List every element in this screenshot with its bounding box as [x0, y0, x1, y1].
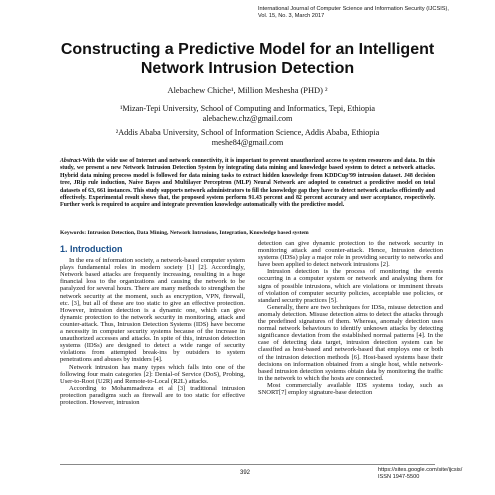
title-line-2: Network Intrusion Detection — [140, 60, 355, 77]
footer-divider — [60, 464, 435, 465]
paragraph: Intrusion detection is the process of monitoring the events occurring in a computer system or network and analysing them for signs of possible intrusions, which are violations or imminent threats of violation of computer security policies, acceptable use policies, or standard security practices [5]. — [258, 268, 443, 304]
paper-title — [0, 40, 495, 78]
abstract-text: With the wide use of Internet and network connectivity, it is important to prevent unauthorized access to system resources and data. In this study, we present a new Network Intrusion Detection System by integrating data mining and knowledge based system to detect a network attacks. Hybrid data mining process model is followed for data mining tasks to extract hidden knowledge from KDDCup'99 intrusion dataset. J48 decision tree, JRip rule induction, Naive Bayes and Multilayer Perceptron (MLP) Neural Network are adopted to construct a predictive model on total datasets of 63, 661 instances. This study supports network administrators to fill the knowledge gap they have to detect network attacks efficiently and effectively. Experimental result shows that, the proposed system perform 91.43 percent and 82 percent accuracy and user acceptance, respectively. Further work is required to acquire and integrate prevention knowledge automatically with the predictive model. — [60, 158, 435, 209]
paragraph: Generally, there are two techniques for IDSs, misuse detection and anomaly detection. Misuse detection aims to detect the attacks through the predefined signatures of them. Whereas, anomaly detection uses normal network behaviours to identify unknown attacks by detecting significance deviation from the established normal patterns [4]. In the case of detecting data target, intrusion detection system can be classified as host-based and network-based that employs one or both of the intrusion detection methods [6]. Host-based systems base their decisions on information obtained from a single host, while network-based intrusion detection systems obtain data by monitoring the traffic in the network to which the hosts are connected. — [258, 303, 443, 382]
paragraph: Network intrusion has many types which falls into one of the following four main categories [2]: Denial-of Service (DoS), Probing, User-to-Root (U2R) and Remote-to-Local (R2L) attacks. — [60, 363, 245, 385]
affiliation-2 — [0, 128, 495, 148]
section-heading-introduction: 1. Introduction — [60, 244, 123, 254]
affiliation-2-email: meshe84@gmail.com — [211, 138, 284, 147]
title-line-1: Constructing a Predictive Model for an Intelligent — [60, 41, 435, 58]
page-number: 392 — [240, 470, 251, 476]
paragraph: detection can give dynamic protection to the network security in monitoring attack and counter-attack. Hence, Intrusion detection systems (IDSs) play a major role in providing security to networks and have been applied to detect network intrusions [2]. — [258, 240, 443, 269]
abstract — [60, 158, 435, 210]
journal-name: International Journal of Computer Science and Information Security (IJCSIS), — [258, 6, 449, 12]
abstract-label: Abstract- — [60, 158, 83, 164]
affiliation-1-institution: ¹Mizan-Tepi University, School of Computing and Informatics, Tepi, Ethiopia — [119, 104, 376, 113]
footer-info — [378, 467, 462, 481]
journal-header — [258, 6, 449, 20]
footer-url[interactable]: https://sites.google.com/site/ijcsis/ — [378, 467, 463, 473]
right-column — [258, 240, 443, 396]
footer-issn: ISSN 1947-5500 — [378, 474, 420, 480]
affiliation-2-institution: ²Addis Ababa University, School of Information Science, Addis Ababa, Ethiopia — [115, 128, 380, 137]
keywords: Keywords: Intrusion Detection, Data Mining, Network Intrusions, Integration, Knowledge based system — [60, 230, 309, 236]
paragraph: In the era of information society, a network-based computer system plays fundamental roles in modern society [1] [2]. Accordingly, Network based attacks are frequently increasing, resulting in a huge financial loss to the organizations and causing the network to be paralyzed for several hours. There are many methods to strengthen the network security at the moment, such as encryption, VPN, firewall, etc. [3], but all of these are too static to give an effective protection. However, intrusion detection is a dynamic one, which can give dynamic protection to the network security in monitoring, attack and counter-attack. Thus, Intrusion Detection Systems (IDS) have become a necessity in computer security systems because of the increase in unauthorized accesses and attacks. In spite of this, intrusion detection systems (IDSs) are designed to detect a wide range of security violations from attempted break-ins by outsiders to system penetrations and abuses by insiders [4]. — [60, 257, 245, 364]
affiliation-1 — [0, 104, 495, 124]
affiliation-1-email: alebachew.chz@gmail.com — [202, 114, 293, 123]
paragraph: Most commercially available IDS systems today, such as SNORT[7] employ signature-base detection — [258, 381, 443, 396]
left-column — [60, 246, 245, 406]
author-list: Alebachew Chiche¹, Million Meshesha (PHD) ² — [167, 86, 328, 95]
paragraph: According to Mohammadreza et al [3] traditional intrusion protection paradigms such as firewall are to too static for effective protection. However, intrusion — [60, 384, 245, 406]
journal-volume: Vol. 15, No. 3, March 2017 — [258, 13, 325, 19]
